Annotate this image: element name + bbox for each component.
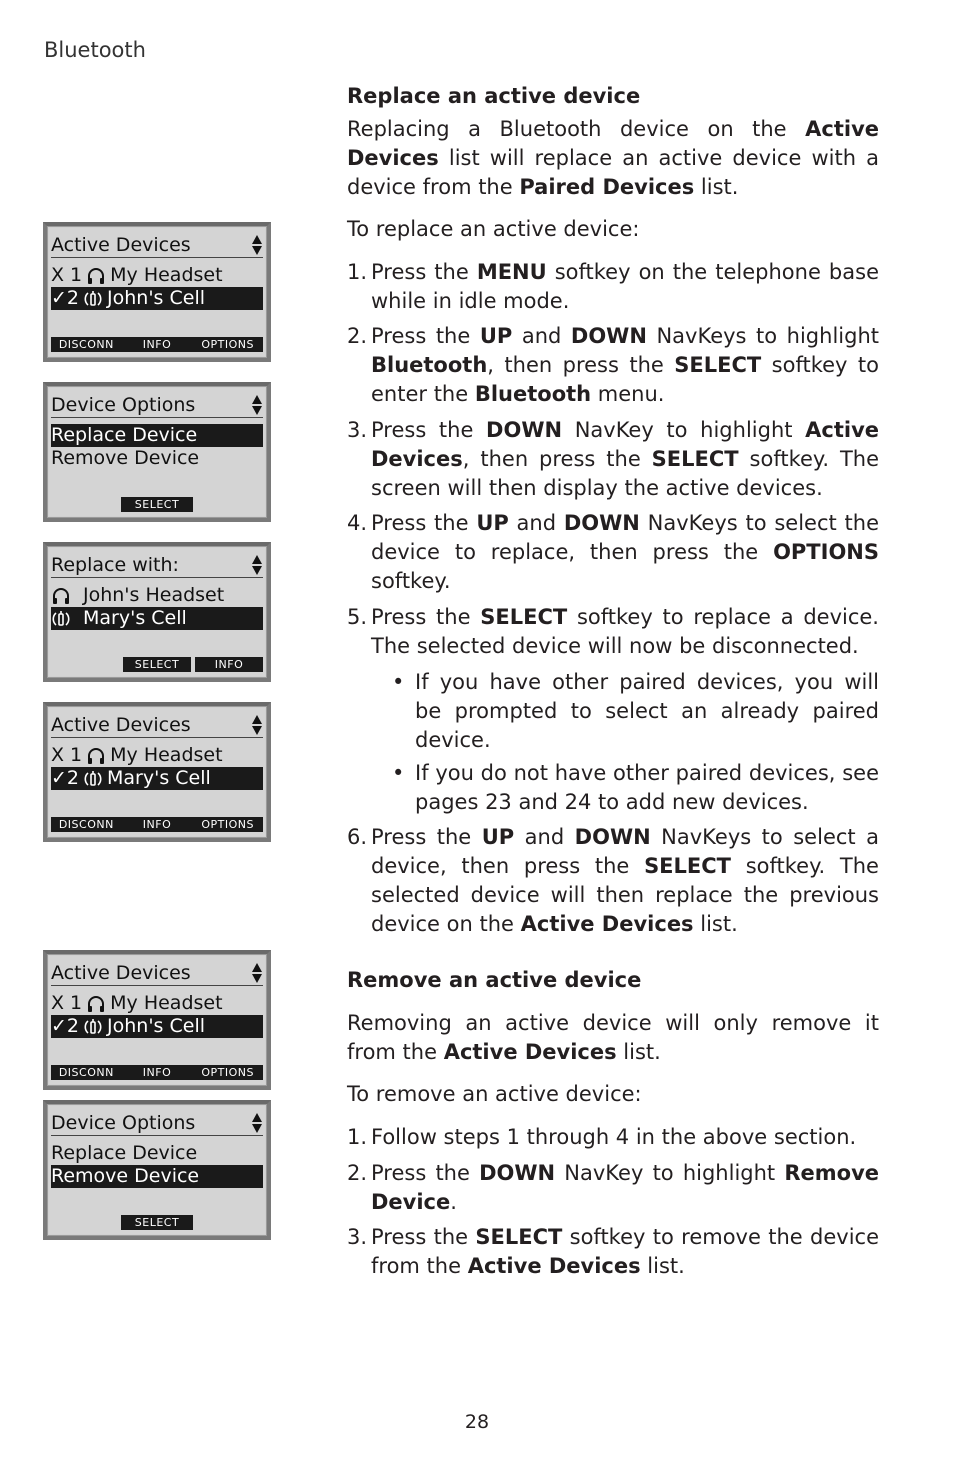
replace-bullet: • If you have other paired devices, you will be prompted to select an already paired device. bbox=[392, 670, 879, 752]
lcd-row: Replace Device bbox=[51, 1142, 198, 1164]
remove-intro: Removing an active device will only remove it from the Active Devices list. bbox=[347, 1011, 879, 1064]
remove-lead: To remove an active device: bbox=[347, 1082, 642, 1106]
lcd-row: Remove Device bbox=[51, 447, 200, 469]
softkey-info: INFO bbox=[122, 337, 193, 352]
cell-phone-icon bbox=[83, 769, 103, 789]
headset-icon bbox=[51, 586, 71, 606]
remove-heading: Remove an active device bbox=[347, 968, 642, 992]
scroll-arrows-icon bbox=[251, 234, 263, 256]
lcd-screen-replace-with bbox=[43, 542, 271, 682]
softkey-disconn: DISCONN bbox=[51, 1065, 122, 1080]
lcd-screen-device-options bbox=[43, 382, 271, 522]
softkey-info: INFO bbox=[195, 657, 263, 672]
softkey-bar bbox=[51, 1215, 263, 1230]
softkey-disconn: DISCONN bbox=[51, 817, 122, 832]
headset-icon bbox=[86, 266, 106, 286]
scroll-arrows-icon bbox=[251, 962, 263, 984]
lcd-screen-active-devices bbox=[43, 222, 271, 362]
softkey-options: OPTIONS bbox=[192, 1065, 263, 1080]
softkey-disconn: DISCONN bbox=[51, 337, 122, 352]
lcd-row-selected: ✓2 John's Cell bbox=[51, 287, 263, 310]
softkey-bar bbox=[51, 817, 263, 832]
cell-phone-icon bbox=[51, 609, 71, 629]
remove-step: 3. Press the SELECT softkey to remove the device from the Active Devices list. bbox=[347, 1225, 879, 1278]
softkey-select: SELECT bbox=[123, 657, 191, 672]
lcd-screen-active-devices bbox=[43, 702, 271, 842]
replace-intro: Replacing a Bluetooth device on the Active Devices list will replace an active device with a device from the Paired Devices list. bbox=[347, 117, 879, 199]
lcd-row-selected: ✓2 Mary's Cell bbox=[51, 767, 263, 790]
remove-step: 2. Press the DOWN NavKey to highlight Remove Device. bbox=[347, 1161, 879, 1214]
replace-heading: Replace an active device bbox=[347, 84, 641, 108]
section-label: Bluetooth bbox=[44, 38, 146, 62]
softkey-options: OPTIONS bbox=[192, 337, 263, 352]
lcd-row: X 1 My Headset bbox=[51, 264, 223, 286]
replace-bullet: • If you do not have other paired devices, see pages 23 and 24 to add new devices. bbox=[392, 761, 879, 814]
page-number: 28 bbox=[464, 1411, 490, 1433]
replace-step: 3. Press the DOWN NavKey to highlight Active Devices, then press the SELECT softkey. The screen will then display the active devices. bbox=[347, 418, 879, 500]
lcd-row: John's Headset bbox=[51, 584, 263, 607]
lcd-row-selected: ✓2 John's Cell bbox=[51, 1015, 263, 1038]
softkey-options: OPTIONS bbox=[192, 817, 263, 832]
softkey-bar bbox=[51, 657, 263, 672]
lcd-title: Device Options bbox=[51, 1110, 263, 1136]
replace-lead: To replace an active device: bbox=[347, 217, 640, 241]
lcd-title: Active Devices bbox=[51, 232, 263, 258]
replace-step: 2. Press the UP and DOWN NavKeys to highlight Bluetooth, then press the SELECT softkey to enter the Bluetooth menu. bbox=[347, 324, 879, 406]
lcd-screen-device-options bbox=[43, 1100, 271, 1240]
lcd-title: Active Devices bbox=[51, 960, 263, 986]
scroll-arrows-icon bbox=[251, 394, 263, 416]
replace-step: 4. Press the UP and DOWN NavKeys to select the device to replace, then press the OPTIONS softkey. bbox=[347, 511, 879, 593]
scroll-arrows-icon bbox=[251, 1112, 263, 1134]
lcd-title: Device Options bbox=[51, 392, 263, 418]
softkey-bar bbox=[51, 497, 263, 512]
lcd-title: Replace with: bbox=[51, 552, 263, 578]
lcd-row-selected: Mary's Cell bbox=[51, 607, 263, 630]
softkey-info: INFO bbox=[122, 817, 193, 832]
lcd-screen-active-devices bbox=[43, 950, 271, 1090]
softkey-select: SELECT bbox=[121, 497, 193, 512]
headset-icon bbox=[86, 994, 106, 1014]
lcd-row: X 1 My Headset bbox=[51, 744, 223, 766]
softkey-select: SELECT bbox=[121, 1215, 193, 1230]
lcd-row-selected: Replace Device bbox=[51, 424, 263, 447]
scroll-arrows-icon bbox=[251, 554, 263, 576]
remove-step: 1. Follow steps 1 through 4 in the above section. bbox=[347, 1125, 857, 1149]
headset-icon bbox=[86, 746, 106, 766]
softkey-info: INFO bbox=[122, 1065, 193, 1080]
softkey-bar bbox=[51, 337, 263, 352]
replace-step: 6. Press the UP and DOWN NavKeys to select a device, then press the SELECT softkey. The selected device will then replace the previous device on the Active Devices list. bbox=[347, 825, 879, 936]
softkey-bar bbox=[51, 1065, 263, 1080]
scroll-arrows-icon bbox=[251, 714, 263, 736]
cell-phone-icon bbox=[83, 289, 103, 309]
cell-phone-icon bbox=[83, 1017, 103, 1037]
lcd-row: X 1 My Headset bbox=[51, 992, 223, 1014]
replace-step: 5. Press the SELECT softkey to replace a device. The selected device will now be disconnected. bbox=[347, 605, 879, 658]
replace-step: 1. Press the MENU softkey on the telephone base while in idle mode. bbox=[347, 260, 879, 313]
lcd-row-selected: Remove Device bbox=[51, 1165, 263, 1188]
lcd-title: Active Devices bbox=[51, 712, 263, 738]
